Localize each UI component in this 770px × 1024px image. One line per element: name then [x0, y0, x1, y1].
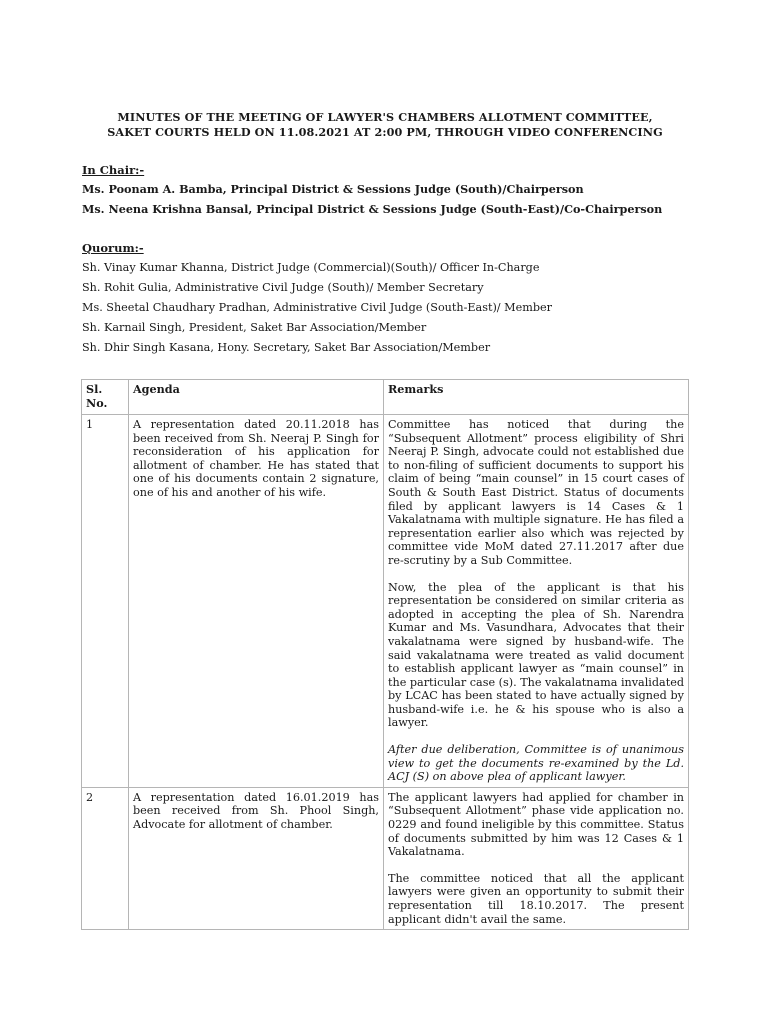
title-line-1: MINUTES OF THE MEETING OF LAWYER'S CHAMBERS ALLOTMENT COMMITTEE,: [117, 110, 653, 124]
header-sl-line-1: Sl.: [86, 382, 103, 396]
table-row: [82, 787, 689, 929]
chair-member-1: Ms. Poonam A. Bamba, Principal District & Sessions Judge (South)/Chairperson: [82, 182, 584, 196]
quorum-member-3: Ms. Sheetal Chaudhary Pradhan, Administrative Civil Judge (South-East)/ Member: [82, 301, 552, 314]
quorum-member-4: Sh. Karnail Singh, President, Saket Bar Association/Member: [82, 321, 427, 334]
header-agenda: Agenda: [129, 380, 384, 415]
table-header-row: [82, 380, 689, 415]
row-1-remarks-decision: After due deliberation, Committee is of unanimous view to get the documents re-examined by the Ld. ACJ (S) on above plea of applicant lawyer.: [388, 743, 684, 784]
row-2-sl: 2: [82, 787, 129, 929]
title-line-2: SAKET COURTS HELD ON 11.08.2021 AT 2:00 PM, THROUGH VIDEO CONFERENCING: [107, 125, 663, 139]
row-1-agenda: A representation dated 20.11.2018 has been received from Sh. Neeraj P. Singh for reconsideration of his application for allotment of chamber. He has stated that one of his documents contain 2 signature, one of his and another of his wife.: [129, 415, 384, 788]
header-sl-no: [82, 380, 129, 415]
table-row: [82, 415, 689, 788]
header-remarks: Remarks: [384, 380, 689, 415]
document-title: [70, 110, 700, 140]
header-sl-line-2: No.: [86, 395, 108, 410]
in-chair-heading: In Chair:-: [82, 163, 145, 177]
row-2-remarks-para-2: The committee noticed that all the applicant lawyers were given an opportunity to submit their representation till 18.10.2017. The present applicant didn't avail the same.: [388, 871, 684, 926]
quorum-heading: Quorum:-: [82, 241, 144, 255]
agenda-table: [81, 379, 689, 930]
row-2-remarks-para-1: The applicant lawyers had applied for chamber in “Subsequent Allotment” phase vide application no. 0229 and found ineligible by this committee. Status of documents submitted by him was 12 Cases & 1 Vakalatnama.: [388, 790, 684, 859]
quorum-member-2: Sh. Rohit Gulia, Administrative Civil Judge (South)/ Member Secretary: [82, 281, 484, 294]
row-2-remarks: [384, 787, 689, 929]
chair-member-2: Ms. Neena Krishna Bansal, Principal District & Sessions Judge (South-East)/Co-Chairperson: [82, 202, 663, 216]
row-1-sl: 1: [82, 415, 129, 788]
row-2-agenda: A representation dated 16.01.2019 has been received from Sh. Phool Singh, Advocate for allotment of chamber.: [129, 787, 384, 929]
row-1-remarks-para-1: Committee has noticed that during the “Subsequent Allotment” process eligibility of Shri Neeraj P. Singh, advocate could not established due to non-filing of sufficient documents to support his claim of being “main counsel” in 15 court cases of South & South East District. Status of documents filed by applicant lawyers is 14 Cases & 1 Vakalatnama with multiple signature. He has filed a representation earlier also which was rejected by committee vide MoM dated 27.11.2017 after due re-scrutiny by a Sub Committee.: [388, 418, 684, 567]
quorum-member-1: Sh. Vinay Kumar Khanna, District Judge (Commercial)(South)/ Officer In-Charge: [82, 261, 540, 274]
row-1-remarks: [384, 415, 689, 788]
row-1-remarks-para-2: Now, the plea of the applicant is that his representation be considered on similar criteria as adopted in accepting the plea of Sh. Narendra Kumar and Ms. Vasundhara, Advocates that their vakalatnama were signed by husband-wife. The said vakalatnama were treated as valid document to establish applicant lawyer as “main counsel” in the particular case (s). The vakalatnama invalidated by LCAC has been stated to have actually signed by husband-wife i.e. he & his spouse who is also a lawyer.: [388, 580, 684, 730]
quorum-member-5: Sh. Dhir Singh Kasana, Hony. Secretary, Saket Bar Association/Member: [82, 341, 491, 354]
